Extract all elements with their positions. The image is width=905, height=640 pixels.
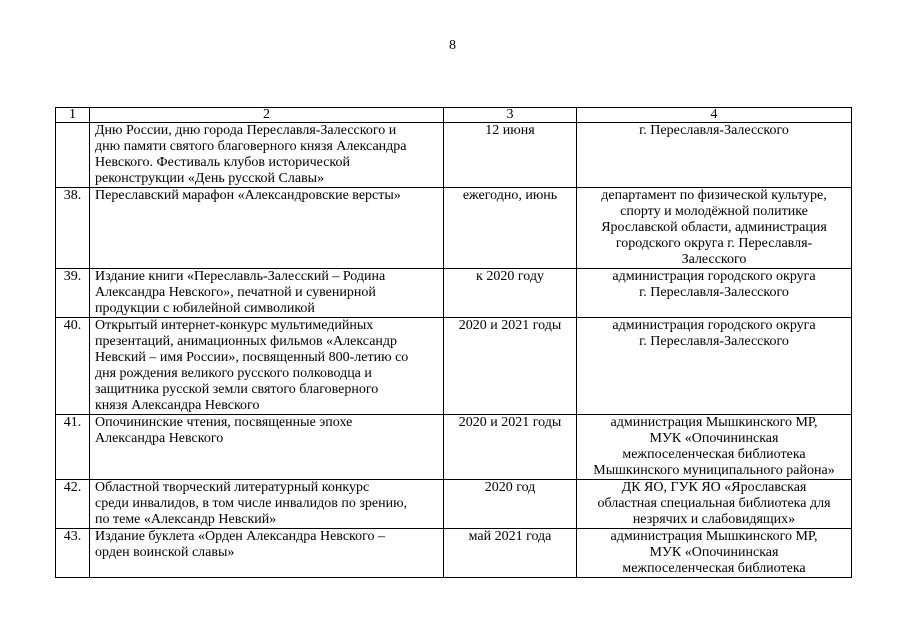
event-cell: [90, 188, 444, 269]
organizer-cell: [577, 415, 852, 480]
date-cell: 2020 год: [444, 480, 577, 529]
organizer-cell-line: Мышкинского муниципального района»: [593, 463, 835, 478]
event-cell-line: по теме «Александр Невский»: [95, 512, 277, 527]
organizer-cell-line: городского округа г. Переславля-: [615, 236, 813, 251]
event-cell-line: Опочининские чтения, посвященные эпохе: [95, 415, 353, 430]
event-cell-line: Переславский марафон «Александровские версты»: [95, 188, 401, 203]
event-cell-line: Александра Невского», печатной и сувенирной: [95, 285, 376, 300]
event-cell: [90, 318, 444, 415]
event-cell-line: дня рождения великого русского полководца и: [95, 366, 372, 381]
header-cell-2: 2: [90, 108, 444, 123]
table-row: [56, 123, 852, 188]
organizer-cell: [577, 123, 852, 188]
organizer-cell: [577, 269, 852, 318]
organizer-cell-line: МУК «Опочининская: [649, 545, 779, 560]
organizer-cell-line: межпоселенческая библиотека: [622, 561, 806, 576]
row-number: 41.: [56, 415, 90, 480]
event-cell: [90, 123, 444, 188]
event-cell: [90, 480, 444, 529]
event-cell-line: князя Александра Невского: [95, 398, 260, 413]
header-cell-3: 3: [444, 108, 577, 123]
event-cell-line: среди инвалидов, в том числе инвалидов по зрению,: [95, 496, 408, 511]
table-row: [56, 318, 852, 415]
event-cell-line: Издание книги «Переславль-Залесский – Родина: [95, 269, 386, 284]
event-cell-line: защитника русской земли святого благоверного: [95, 382, 379, 397]
event-cell-line: Александра Невского: [95, 431, 224, 446]
table-row: [56, 480, 852, 529]
table-row: [56, 415, 852, 480]
header-cell-4: 4: [577, 108, 852, 123]
date-cell: к 2020 году: [444, 269, 577, 318]
events-table: [55, 107, 852, 578]
organizer-cell-line: областная специальная библиотека для: [597, 496, 831, 511]
organizer-cell-line: межпоселенческая библиотека: [622, 447, 806, 462]
event-cell: [90, 269, 444, 318]
organizer-cell-line: г. Переславля-Залесского: [639, 285, 789, 300]
row-number: [56, 123, 90, 188]
organizer-cell: [577, 480, 852, 529]
date-cell: май 2021 года: [444, 529, 577, 578]
organizer-cell-line: спорту и молодёжной политике: [620, 204, 808, 219]
row-number: 38.: [56, 188, 90, 269]
event-cell-line: презентаций, анимационных фильмов «Александр: [95, 334, 398, 349]
event-cell-line: Издание буклета «Орден Александра Невского –: [95, 529, 386, 544]
event-cell: [90, 415, 444, 480]
date-cell: 2020 и 2021 годы: [444, 318, 577, 415]
event-cell-line: Открытый интернет-конкурс мультимедийных: [95, 318, 374, 333]
date-cell: 12 июня: [444, 123, 577, 188]
event-cell-line: Невского. Фестиваль клубов исторической: [95, 155, 351, 170]
organizer-cell-line: Ярославской области, администрация: [601, 220, 827, 235]
organizer-cell-line: г. Переславля-Залесского: [639, 123, 789, 138]
date-cell: ежегодно, июнь: [444, 188, 577, 269]
date-cell: 2020 и 2021 годы: [444, 415, 577, 480]
organizer-cell-line: администрация городского округа: [612, 318, 816, 333]
header-cell-1: 1: [56, 108, 90, 123]
organizer-cell-line: г. Переславля-Залесского: [639, 334, 789, 349]
row-number: 43.: [56, 529, 90, 578]
event-cell-line: Невский – имя России», посвященный 800-летию со: [95, 350, 409, 365]
organizer-cell-line: администрация Мышкинского МР,: [610, 415, 818, 430]
row-number: 39.: [56, 269, 90, 318]
table-row: [56, 529, 852, 578]
row-number: 42.: [56, 480, 90, 529]
organizer-cell: [577, 188, 852, 269]
event-cell: [90, 529, 444, 578]
event-cell-line: дню памяти святого благоверного князя Александра: [95, 139, 407, 154]
organizer-cell-line: администрация городского округа: [612, 269, 816, 284]
event-cell-line: продукции с юбилейной символикой: [95, 301, 315, 316]
table-row: [56, 269, 852, 318]
event-cell-line: Дню России, дню города Переславля-Залесского и: [95, 123, 397, 138]
organizer-cell-line: ДК ЯО, ГУК ЯО «Ярославская: [621, 480, 807, 495]
table-body: [56, 108, 852, 578]
organizer-cell: [577, 318, 852, 415]
event-cell-line: орден воинской славы»: [95, 545, 235, 560]
organizer-cell-line: незрячих и слабовидящих»: [632, 512, 796, 527]
table-header-row: [56, 108, 852, 123]
organizer-cell: [577, 529, 852, 578]
organizer-cell-line: МУК «Опочининская: [649, 431, 779, 446]
organizer-cell-line: департамент по физической культуре,: [601, 188, 827, 203]
organizer-cell-line: Залесского: [681, 252, 747, 267]
event-cell-line: Областной творческий литературный конкурс: [95, 480, 370, 495]
table-row: [56, 188, 852, 269]
organizer-cell-line: администрация Мышкинского МР,: [610, 529, 818, 544]
page-number: 8: [449, 38, 456, 53]
row-number: 40.: [56, 318, 90, 415]
event-cell-line: реконструкции «День русской Славы»: [95, 171, 325, 186]
